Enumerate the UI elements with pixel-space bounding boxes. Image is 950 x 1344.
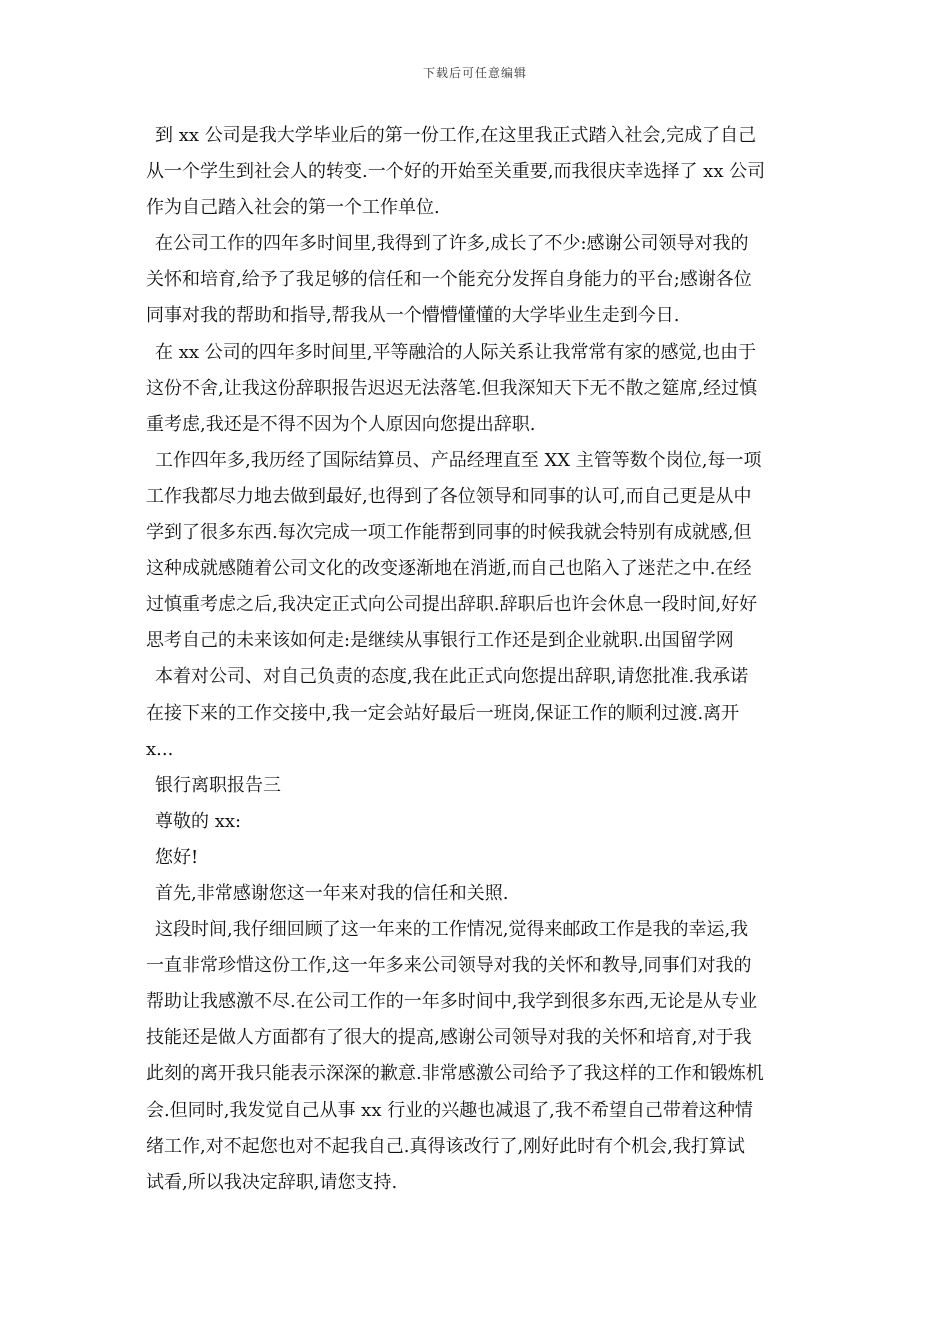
- paragraph-line: 此刻的离开我只能表示深深的歉意.非常感激公司给予了我这样的工作和锻炼机: [146, 1063, 764, 1085]
- paragraph-line: 这种成就感随着公司文化的改变逐渐地在消逝,而自己也陷入了迷茫之中.在经: [146, 558, 752, 580]
- paragraph-line: 这段时间,我仔细回顾了这一年来的工作情况,觉得来邮政工作是我的幸运,我: [155, 919, 749, 941]
- paragraph-line: 一直非常珍惜这份工作,这一年多来公司领导对我的关怀和教导,同事们对我的: [146, 955, 752, 977]
- paragraph-line: x...: [146, 738, 174, 760]
- paragraph-line: 技能还是做人方面都有了很大的提高,感谢公司领导对我的关怀和培育,对于我: [146, 1027, 752, 1049]
- paragraph-line: 作为自己踏入社会的第一个工作单位.: [146, 197, 440, 219]
- paragraph-line: 关怀和培育,给予了我足够的信任和一个能充分发挥自身能力的平台;感谢各位: [146, 269, 752, 291]
- paragraph-line: 过慎重考虑之后,我决定正式向公司提出辞职.辞职后也许会休息一段时间,好好: [146, 594, 758, 616]
- paragraph-line: 首先,非常感谢您这一年来对我的信任和关照.: [155, 882, 509, 904]
- paragraph-line: 本着对公司、对自己负责的态度,我在此正式向您提出辞职,请您批准.我承诺: [155, 666, 749, 688]
- paragraph-line: 绪工作,对不起您也对不起我自己.真得该改行了,刚好此时有个机会,我打算试: [146, 1135, 745, 1157]
- paragraph-line: 到 xx 公司是我大学毕业后的第一份工作,在这里我正式踏入社会,完成了自己: [155, 125, 757, 146]
- paragraph-line: 工作四年多,我历经了国际结算员、产品经理直至 XX 主管等数个岗位,每一项: [155, 449, 762, 471]
- paragraph-line: 这份不舍,让我这份辞职报告迟迟无法落笔.但我深知天下无不散之筵席,经过慎: [146, 377, 758, 399]
- paragraph-line: 在公司工作的四年多时间里,我得到了许多,成长了不少:感谢公司领导对我的: [155, 233, 749, 255]
- paragraph-line: 从一个学生到社会人的转变.一个好的开始至关重要,而我很庆幸选择了 xx 公司: [146, 161, 766, 183]
- paragraph-line: 帮助让我感激不尽.在公司工作的一年多时间中,我学到很多东西,无论是从专业: [146, 991, 758, 1013]
- section-title: 银行离职报告三: [155, 774, 281, 796]
- paragraph-line: 工作我都尽力地去做到最好,也得到了各位领导和同事的认可,而自己更是从中: [146, 485, 752, 507]
- page-header: 下载后可任意编辑: [422, 66, 527, 80]
- document-body: [146, 118, 810, 1201]
- salutation: 尊敬的 xx:: [155, 810, 242, 832]
- paragraph-line: 试看,所以我决定辞职,请您支持.: [146, 1171, 398, 1193]
- paragraph-line: 会.但同时,我发觉自己从事 xx 行业的兴趣也减退了,我不希望自己带着这种情: [146, 1099, 753, 1121]
- paragraph-line: 思考自己的未来该如何走:是继续从事银行工作还是到企业就职.出国留学网: [146, 630, 734, 652]
- paragraph-line: 在接下来的工作交接中,我一定会站好最后一班岗,保证工作的顺利过渡.离开: [146, 702, 740, 724]
- paragraph-line: 在 xx 公司的四年多时间里,平等融洽的人际关系让我常常有家的感觉,也由于: [155, 341, 757, 363]
- greeting: 您好!: [155, 846, 199, 868]
- paragraph-line: 学到了很多东西.每次完成一项工作能帮到同事的时候我就会特别有成就感,但: [146, 522, 752, 544]
- paragraph-line: 同事对我的帮助和指导,帮我从一个懵懵懂懂的大学毕业生走到今日.: [146, 305, 680, 327]
- paragraph-line: 重考虑,我还是不得不因为个人原因向您提出辞职.: [146, 413, 536, 435]
